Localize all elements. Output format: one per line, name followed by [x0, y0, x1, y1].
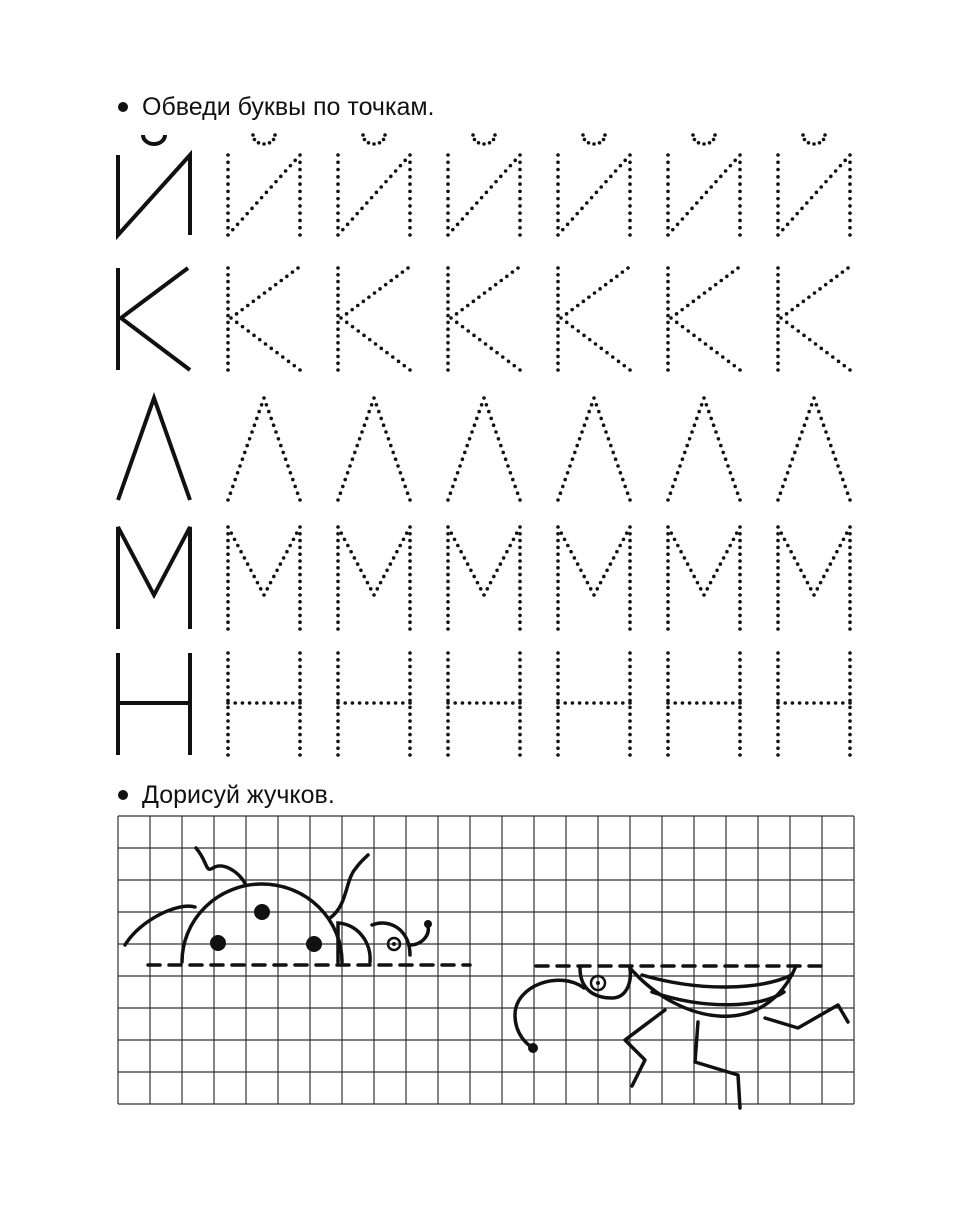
- beetle-leg-front: [625, 1010, 665, 1086]
- beetle-antenna-tip: [528, 1043, 538, 1053]
- beetle-antenna: [515, 980, 584, 1048]
- beetle-body: [630, 966, 796, 1016]
- grid-lines: [118, 816, 854, 1104]
- beetle-stripe: [642, 975, 792, 987]
- beetle-leg-middle: [695, 1022, 740, 1108]
- ladybug-leg-right: [330, 855, 368, 918]
- beetle-drawing: [515, 966, 848, 1108]
- ladybug-pupil: [392, 942, 396, 946]
- beetle-pupil: [596, 981, 600, 985]
- ladybug-antenna: [410, 926, 428, 945]
- ladybug-antenna-tip: [424, 920, 432, 928]
- instruction-text: Обведи буквы по точкам.: [142, 93, 435, 121]
- ladybug-drawing: [125, 848, 470, 965]
- instruction-text: Дорисуй жучков.: [142, 781, 335, 809]
- ladybug-spot: [306, 936, 322, 952]
- ladybug-spot: [254, 904, 270, 920]
- ladybug-spot: [210, 935, 226, 951]
